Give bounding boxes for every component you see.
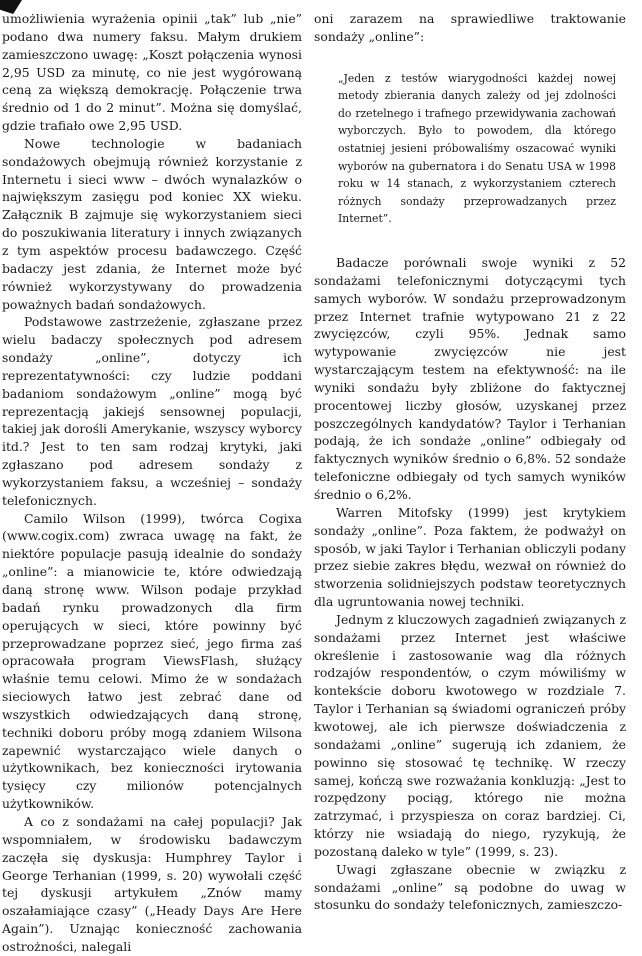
paragraph: umożliwienia wyrażenia opinii „tak” lub „nie” podano dwa numery faksu. Małym drukiem zamieszczono uwagę: „Koszt połączenia wynosi 2,95 USD za minutę, co nie jest wygórowaną ceną za większą demokrację. Połączenie trwa średnio od 1 do 2 minut”. Można się domyślać, gdzie trafiało owe 2,95 USD.	[2, 11, 302, 134]
paragraph-intro: oni zarazem na sprawiedliwe traktowanie sondaży „online”:	[314, 11, 626, 44]
paragraph: Camilo Wilson (1999), twórca Cogixa (www.cogix.com) zwraca uwagę na fakt, że niektóre populacje pasują idealnie do sondaży „online”: a mianowicie te, które odwiedzają daną stronę www. Wilson podaje przykład badań rynku prowadzonych dla firm operujących w sieci, które powinny być przeprowadzane poprzez sieć, jego firma zaś opracowała program ViewsFlash, służący właśnie temu celowi. Mimo że w sondażach sieciowych łatwo jest zebrać dane od wszystkich odwiedzających daną stronę, techniki doboru próby mogą zdaniem Wilsona zapewnić wystarczająco wiele danych o użytkownikach, bez konieczności irytowania tysięcy czy milionów potencjalnych użytkowników.	[2, 510, 302, 812]
block-quote: „Jeden z testów wiarygodności każdej nowej metody zbierania danych zależy od jej zdolności do rzetelnego i trafnego przewidywania zachowań wyborczych. Było to powodem, dla którego ostatniej jesieni próbowaliśmy oszacować wyniki wyborów na gubernatora i do Senatu USA w 1998 roku w 14 stanach, z wykorzystaniem czterech różnych sondaży przeprowadzanych przez Internet”.	[338, 71, 616, 226]
paragraph: A co z sondażami na całej populacji? Jak wspomniałem, w środowisku badawczym zaczęła się dyskusja: Humphrey Taylor i George Terhanian (1999, s. 20) wywołali część tej dyskusji artykułem „Znów mamy oszałamiające czasy” („Heady Days Are Here Again”). Uznając konieczność zachowania ostrożności, nalegali	[2, 813, 302, 954]
left-column	[2, 10, 302, 956]
paragraph: Warren Mitofsky (1999) jest krytykiem sondaży „online”. Poza faktem, że podważył on sposób, w jaki Taylor i Terhanian obliczyli podany przez siebie zakres błędu, wezwał on również do stworzenia solidniejszych podstaw teoretycznych dla ugruntowania nowej techniki.	[314, 504, 626, 610]
right-column	[314, 10, 626, 914]
paragraph: Badacze porównali swoje wyniki z 52 sondażami telefonicznymi dotyczącymi tych samych wyborów. W sondażu przeprowadzonym przez Internet trafnie wytypowano 21 z 22 zwycięzców, czyli 95%. Jednak samo wytypowanie zwycięzców nie jest wystarczającym testem na efektywność: na ile wyniki sondażu były zbliżone do faktycznej procentowej liczby głosów, uzyskanej przez poszczególnych kandydatów? Taylor i Terhanian podają, że ich sondaże „online” odbiegały od faktycznych wyników średnio o 6,8%. 52 sondaże telefoniczne odbiegały od tych samych wyników średnio o 6,2%.	[314, 255, 626, 502]
paragraph: Nowe technologie w badaniach sondażowych obejmują również korzystanie z Internetu i sieci www – dwóch wynalazków o największym zasięgu pod koniec XX wieku. Załącznik B zajmuje się wykorzystaniem sieci do poszukiwania literatury i innych związanych z tym aspektów procesu badawczego. Część badaczy jest zdania, że Internet może być również wykorzystywany do prowadzenia poważnych badań sondażowych.	[2, 135, 302, 312]
paragraph: Uwagi zgłaszane obecnie w związku z sondażami „online” są podobne do uwag w stosunku do sondaży telefonicznych, zamieszczo-	[314, 861, 626, 913]
paragraph: Jednym z kluczowych zagadnień związanych z sondażami przez Internet jest właściwe określenie i zastosowanie wag dla różnych rodzajów respondentów, o czym mówiliśmy w kontekście doboru kwotowego w rozdziale 7. Taylor i Terhanian są świadomi ograniczeń próby kwotowej, ale ich pierwsze doświadczenia z sondażami „online” sugerują ich zdaniem, że powinno się stosować tę technikę. W rzeczy samej, kończą swe rozważania konkluzją: „Jest to rozpędzony pociąg, którego nie można zatrzymać, i przyspiesza on coraz bardziej. Ci, którzy nie wsiadają do niego, ryzykują, że pozostaną daleko w tyle” (1999, s. 23).	[314, 611, 626, 859]
paragraph: Podstawowe zastrzeżenie, zgłaszane przez wielu badaczy społecznych pod adresem sondaży „online”, dotyczy ich reprezentatywności: czy ludzie poddani badaniom sondażowym „online” mogą być reprezentacją jakiejś sensownej populacji, takiej jak dorośli Amerykanie, wszyscy wyborcy itd.? Jest to ten sam rodzaj krytyki, jaki zgłaszano pod adresem sondaży z wykorzystaniem faksu, a wcześniej – sondaży telefonicznych.	[2, 314, 302, 508]
